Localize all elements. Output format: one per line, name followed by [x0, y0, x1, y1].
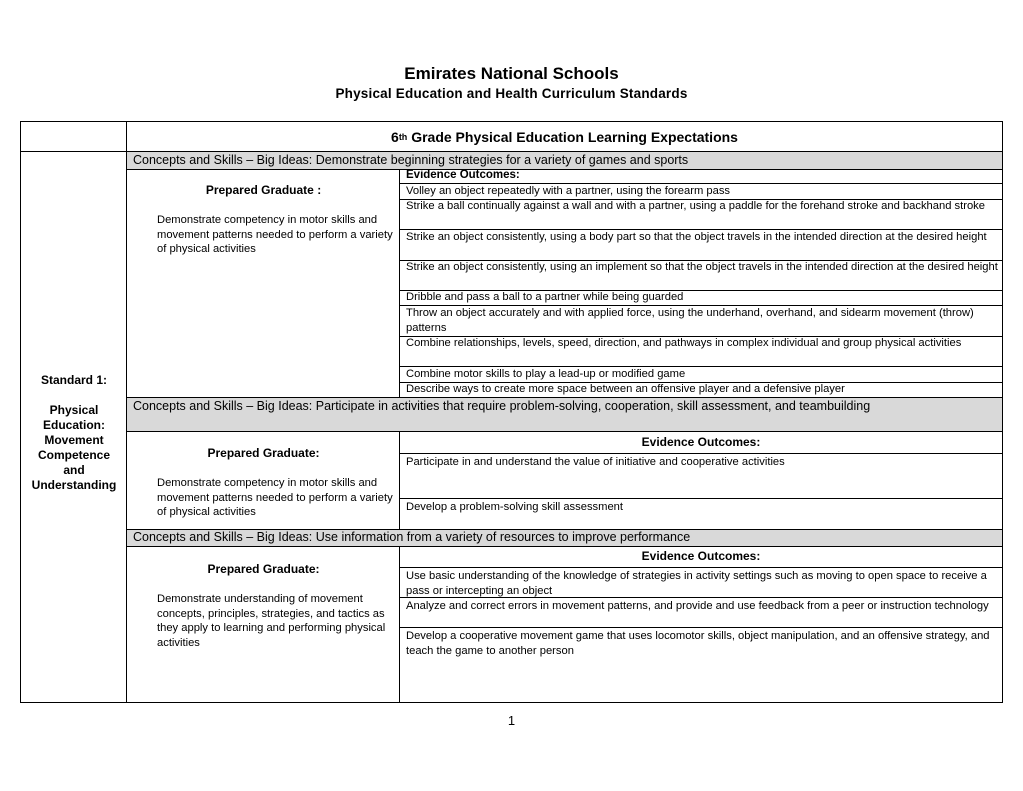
evidence-outcome: Analyze and correct errors in movement patterns, and provide and use feedback from a peer or instruction technology [406, 600, 989, 612]
standard-cell [21, 373, 127, 493]
divider [126, 397, 1003, 398]
evidence-outcome: Describe ways to create more space between an offensive player and a defensive player [406, 383, 845, 395]
evidence-outcome: Develop a cooperative movement game that uses locomotor skills, object manipulation, and an offensive strategy, and teach the game to another person [406, 630, 990, 657]
divider [399, 627, 1003, 628]
evidence-outcomes-label: Evidence Outcomes: [406, 169, 520, 181]
evidence-outcome: Combine motor skills to play a lead-up or modified game [406, 368, 686, 380]
evidence-outcome: Strike an object consistently, using an implement so that the object travels in the intended direction at the desired height [406, 261, 998, 273]
divider [399, 498, 1003, 499]
evidence-outcome: Volley an object repeatedly with a partner, using the forearm pass [406, 185, 731, 197]
prepared-graduate-label: Prepared Graduate: [207, 562, 320, 576]
document-subtitle: Physical Education and Health Curriculum Standards [335, 86, 688, 101]
big-idea-row-2: Concepts and Skills – Big Ideas: Participate in activities that require problem-solving, cooperation, skill assessment, and teambuilding [127, 398, 1002, 431]
divider [399, 453, 1003, 454]
divider [126, 529, 1003, 530]
grade-suffix: th [398, 131, 408, 142]
prepared-graduate-text: Demonstrate competency in motor skills and movement patterns needed to perform a variety of physical activities [157, 477, 393, 518]
standard-name: Physical Education: Movement Competence and Understanding [31, 403, 117, 492]
prepared-graduate-label: Prepared Graduate : [205, 183, 322, 197]
prepared-graduate-label: Prepared Graduate: [207, 446, 320, 460]
divider [20, 151, 1003, 152]
big-idea-row-3: Concepts and Skills – Big Ideas: Use information from a variety of resources to improve performance [127, 530, 1002, 546]
divider [126, 169, 1003, 170]
evidence-outcome: Use basic understanding of the knowledge of strategies in activity settings such as moving to open space to receive a pass or intercepting an object [406, 570, 987, 597]
evidence-outcome: Combine relationships, levels, speed, direction, and pathways in complex individual and group physical activities [406, 337, 962, 349]
evidence-outcome: Strike a ball continually against a wall and with a partner, using a paddle for the forehand stroke and backhand stroke [406, 200, 986, 212]
evidence-outcome: Participate in and understand the value of initiative and cooperative activities [406, 456, 785, 468]
header-text: Grade Physical Education Learning Expectations [407, 128, 738, 145]
page-number: 1 [507, 713, 516, 728]
standard-label: Standard 1: [40, 373, 107, 387]
evidence-outcome: Throw an object accurately and with applied force, using the underhand, overhand, and sidearm movement (throw) patterns [406, 307, 974, 334]
evidence-outcomes-label: Evidence Outcomes: [641, 435, 761, 449]
prepared-graduate-text: Demonstrate understanding of movement concepts, principles, strategies, and tactics as they apply to learning and performing physical activities [157, 593, 386, 649]
evidence-outcome: Dribble and pass a ball to a partner while being guarded [406, 291, 684, 303]
prepared-graduate-text: Demonstrate competency in motor skills and movement patterns needed to perform a variety of physical activities [157, 214, 393, 255]
table-header [127, 122, 1002, 151]
divider [126, 546, 1003, 547]
evidence-outcomes-label: Evidence Outcomes: [641, 549, 761, 563]
evidence-outcome: Develop a problem-solving skill assessment [406, 501, 624, 513]
evidence-outcome: Strike an object consistently, using a body part so that the object travels in the intended direction at the desired height [406, 231, 987, 243]
divider [126, 431, 1003, 432]
divider [399, 169, 400, 398]
divider [399, 567, 1003, 568]
big-idea-row-1: Concepts and Skills – Big Ideas: Demonstrate beginning strategies for a variety of games and sports [127, 152, 1002, 169]
grade-number: 6 [391, 128, 399, 145]
document-title: Emirates National Schools [404, 64, 619, 83]
